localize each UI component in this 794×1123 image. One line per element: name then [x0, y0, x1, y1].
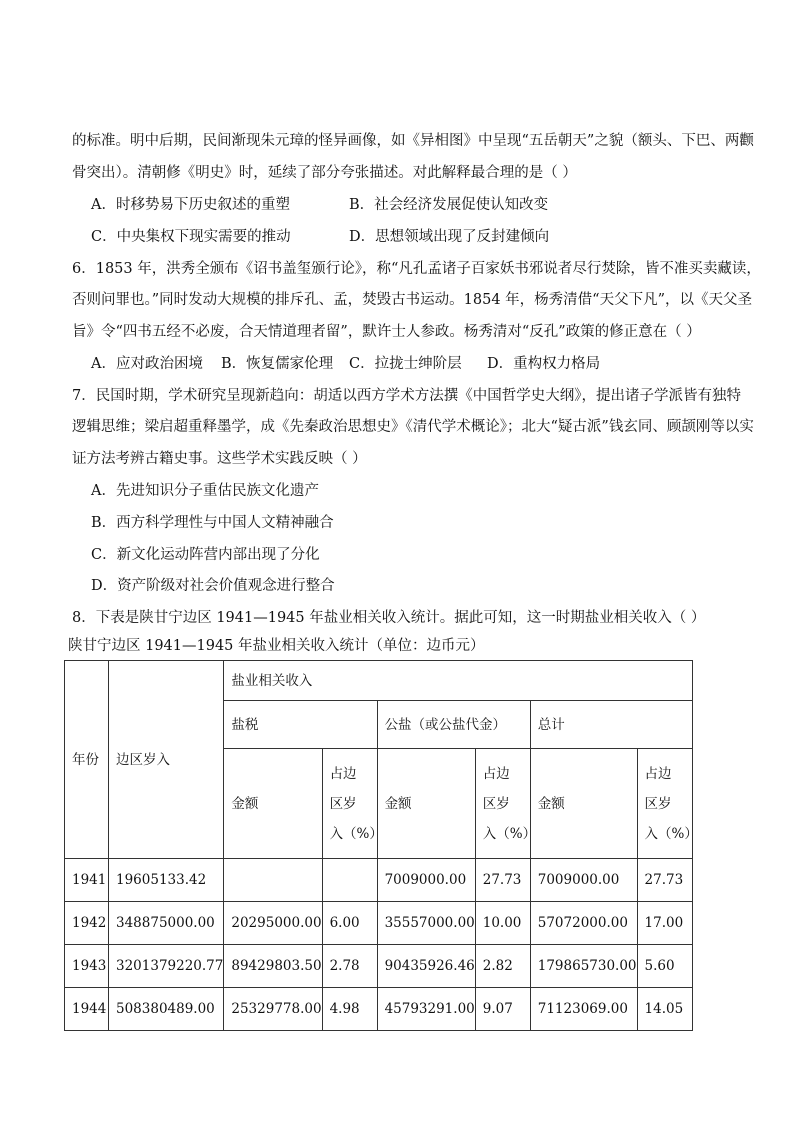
cell-tot-amount: 179865730.00 [530, 945, 637, 988]
q7-text-line2: 逻辑思维；梁启超重释墨学，成《先秦政治思想史》《清代学术概论》；北大“疑古派”钱玄同、顾颉刚等以实 [72, 419, 754, 435]
cell-income: 3201379220.77 [109, 945, 224, 988]
header-public-salt: 公盐（或公盐代金） [377, 701, 530, 749]
pct-label-l3: 入（%） [329, 825, 383, 842]
cell-tot-pct: 27.73 [637, 859, 692, 902]
q8-text-line1: 8．下表是陕甘宁边区 1941—1945 年盐业相关收入统计。据此可知，这一时期盐业相关收入（ ） [72, 610, 706, 626]
q6-option-b: B．恢复儒家伦理 [221, 356, 334, 372]
header-tax-pct [322, 749, 383, 859]
cell-tax-amount: 25329778.00 [224, 988, 322, 1031]
table-row [65, 859, 693, 902]
table-caption: 陕甘宁边区 1941—1945 年盐业相关收入统计（单位：边币元） [68, 638, 485, 654]
cell-tax-pct: 4.98 [322, 988, 377, 1031]
cell-tax-pct [322, 859, 377, 902]
cell-tax-pct: 6.00 [322, 902, 377, 945]
table-row [65, 988, 693, 1031]
cell-tot-amount: 7009000.00 [530, 859, 637, 902]
cell-tot-pct: 5.60 [637, 945, 692, 988]
cell-tax-amount: 20295000.00 [224, 902, 322, 945]
cell-pub-amount: 7009000.00 [377, 859, 475, 902]
header-pub-amount: 金额 [377, 749, 475, 859]
cell-tot-amount: 71123069.00 [530, 988, 637, 1031]
q7-option-d: D．资产阶级对社会价值观念进行整合 [91, 578, 335, 594]
header-border-income: 边区岁入 [109, 661, 224, 859]
q7-option-c: C．新文化运动阵营内部出现了分化 [91, 547, 320, 563]
q7-text-line1: 7．民国时期，学术研究呈现新趋向：胡适以西方学术方法撰《中国哲学史大纲》，提出诸子学派皆有独特 [72, 388, 741, 404]
header-tot-pct [637, 749, 698, 859]
cell-pub-amount: 35557000.00 [377, 902, 475, 945]
cell-pub-pct: 2.82 [475, 945, 530, 988]
cell-tot-pct: 14.05 [637, 988, 692, 1031]
header-salt-income: 盐业相关收入 [224, 661, 692, 701]
cell-tax-amount [224, 859, 322, 902]
cell-pub-pct: 9.07 [475, 988, 530, 1031]
pct-label-l1: 占边 [644, 765, 672, 782]
cell-pub-pct: 27.73 [475, 859, 530, 902]
q7-text-line3: 证方法考辨古籍史事。这些学术实践反映（ ） [72, 451, 367, 467]
pct-label-l2: 区岁 [482, 795, 510, 812]
q5-option-d: D．思想领域出现了反封建倾向 [349, 229, 550, 245]
header-salt-tax: 盐税 [224, 701, 377, 749]
q5-option-a: A．时移势易下历史叙述的重塑 [91, 197, 290, 213]
q6-text-line1: 6．1853 年，洪秀全颁布《诏书盖玺颁行论》，称“凡孔孟诸子百家妖书邪说者尽行焚除，皆不准买卖藏读， [72, 261, 761, 277]
cell-year: 1941 [65, 859, 109, 902]
pct-label-l1: 占边 [329, 765, 357, 782]
cell-tax-amount: 89429803.50 [224, 945, 322, 988]
pct-label-l3: 入（%） [482, 825, 537, 842]
cell-tot-pct: 17.00 [637, 902, 692, 945]
q6-text-line3: 旨》令“四书五经不必废，合天情道理者留”，默许士人参政。杨秀清对“反孔”政策的修正意在（ ） [72, 324, 701, 340]
cell-year: 1944 [65, 988, 109, 1031]
header-total: 总计 [530, 701, 692, 749]
q6-text-line2: 否则问罪也。”同时发动大规模的排斥孔、孟，焚毁古书运动。1854 年，杨秀清借“天父下凡”，以《天父圣 [72, 292, 752, 308]
pct-label-l2: 区岁 [329, 795, 357, 812]
q5-option-b: B．社会经济发展促使认知改变 [349, 197, 549, 213]
cell-tax-pct: 2.78 [322, 945, 377, 988]
cell-income: 508380489.00 [109, 988, 224, 1031]
cell-year: 1943 [65, 945, 109, 988]
q6-option-a: A．应对政治困境 [91, 356, 203, 372]
table-row [65, 902, 693, 945]
q7-option-a: A．先进知识分子重估民族文化遗产 [91, 483, 319, 499]
cell-pub-amount: 45793291.00 [377, 988, 475, 1031]
header-tot-amount: 金额 [530, 749, 637, 859]
q6-option-c: C．拉拢士绅阶层 [349, 356, 462, 372]
q7-option-b: B．西方科学理性与中国人文精神融合 [91, 515, 334, 531]
salt-income-table [64, 660, 698, 1031]
pct-label-l3: 入（%） [644, 825, 698, 842]
q6-option-d: D．重构权力格局 [487, 356, 601, 372]
header-pub-pct [475, 749, 537, 859]
cell-year: 1942 [65, 902, 109, 945]
q5-text-line1: 的标准。明中后期，民间渐现朱元璋的怪异画像，如《异相图》中呈现“五岳朝天”之貌（额头、下巴、两颧 [72, 133, 754, 149]
cell-pub-amount: 90435926.46 [377, 945, 475, 988]
table-row [65, 945, 693, 988]
header-tax-amount: 金额 [224, 749, 322, 859]
cell-income: 19605133.42 [109, 859, 224, 902]
cell-pub-pct: 10.00 [475, 902, 530, 945]
q5-option-c: C．中央集权下现实需要的推动 [91, 229, 291, 245]
q5-text-line2: 骨突出）。清朝修《明史》时，延续了部分夸张描述。对此解释最合理的是（ ） [72, 165, 577, 181]
pct-label-l1: 占边 [482, 765, 510, 782]
cell-income: 348875000.00 [109, 902, 224, 945]
cell-tot-amount: 57072000.00 [530, 902, 637, 945]
pct-label-l2: 区岁 [644, 795, 672, 812]
header-year: 年份 [65, 661, 109, 859]
